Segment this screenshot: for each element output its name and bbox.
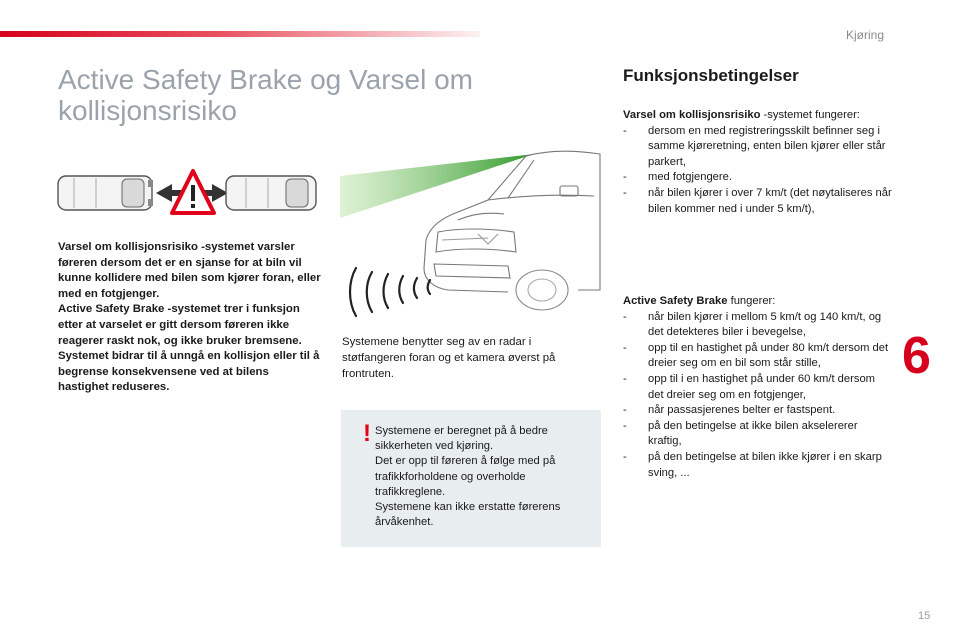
- section-label: Kjøring: [845, 28, 884, 42]
- list-item: - opp til i en hastighet på under 60 km/t dersom det dreier seg om en fotgjenger,: [623, 372, 893, 403]
- radar-waves-icon: [350, 268, 430, 316]
- intro-paragraph-brake: Active Safety Brake -systemet trer i funksjon etter at varselet er gitt dersom føreren ikke reagerer raskt nok, og ikke bruker bremsene.: [58, 303, 302, 347]
- header-accent-bar: [0, 31, 480, 37]
- list-item: - når bilen kjører i over 7 km/t (det nøytaliseres når bilen kommer ned i under 5 km/t),: [623, 186, 893, 217]
- conditions-lead-rest: -systemet fungerer:: [760, 109, 860, 121]
- camera-beam-icon: [340, 154, 534, 218]
- warning-line: Systemene er beregnet på å bedre sikkerheten ved kjøring.: [375, 425, 548, 453]
- front-van-icon: [226, 176, 316, 210]
- radar-camera-note: Systemene benytter seg av en radar i støtfangeren foran og et kamera øverst på frontruten.: [342, 336, 556, 380]
- conditions-lead-system-name: Active Safety Brake: [623, 295, 728, 307]
- conditions-active-safety-brake: [623, 294, 893, 481]
- list-item: - når bilen kjører i mellom 5 km/t og 140 km/t, og det detekteres biler i bevegelse,: [623, 310, 893, 341]
- conditions-lead: [623, 294, 893, 310]
- conditions-lead-system-name: Varsel om kollisjonsrisiko: [623, 109, 761, 121]
- list-item: - opp til en hastighet på under 80 km/t dersom det dreier seg om en bil som står stille,: [623, 341, 893, 372]
- conditions-lead-rest: fungerer:: [727, 295, 776, 307]
- warning-notice-box: [341, 410, 601, 547]
- conditions-list: [623, 124, 893, 218]
- list-item: - på den betingelse at ikke bilen akselererer kraftig,: [623, 419, 893, 450]
- warning-notice-text: [375, 424, 593, 530]
- list-item: - med fotgjengere.: [623, 170, 893, 186]
- chapter-number: 6: [902, 327, 931, 385]
- conditions-heading: Funksjonsbetingelser: [623, 66, 799, 85]
- conditions-collision-warning: [623, 108, 893, 217]
- rear-van-icon: [58, 176, 153, 210]
- list-item: - dersom en med registreringsskilt befinner seg i samme kjøreretning, enten bilen kjører eller står parkert,: [623, 124, 893, 171]
- intro-paragraph-warning: Varsel om kollisjonsrisiko -systemet varsler føreren dersom det er en sjanse for at biln vil kunne kollidere med bilen som kjører foran, eller med en fotgjenger.: [58, 241, 321, 300]
- warning-line: Det er opp til føreren å følge med på trafikkforholdene og overholde trafikkreglene.: [375, 455, 556, 498]
- conditions-lead: [623, 108, 893, 124]
- list-item: - på den betingelse at bilen ikke kjører i en skarp sving, ...: [623, 450, 893, 481]
- conditions-list: [623, 310, 893, 482]
- intro-description: [58, 240, 322, 396]
- radar-camera-illustration: [338, 140, 602, 318]
- page-title: Active Safety Brake og Varsel om kollisjonsrisiko: [58, 64, 473, 126]
- page-number: 15: [918, 610, 931, 622]
- intro-paragraph-benefit: Systemet bidrar til å unngå en kollisjon eller til å begrense konsekvensene ved at bilens hastighet reduseres.: [58, 350, 320, 394]
- exclamation-icon: !: [363, 420, 371, 447]
- warning-line: Systemene kan ikke erstatte førerens årvåkenhet.: [375, 501, 561, 529]
- list-item: - når passasjerenes belter er fastspent.: [623, 403, 893, 419]
- collision-warning-illustration: [56, 168, 318, 218]
